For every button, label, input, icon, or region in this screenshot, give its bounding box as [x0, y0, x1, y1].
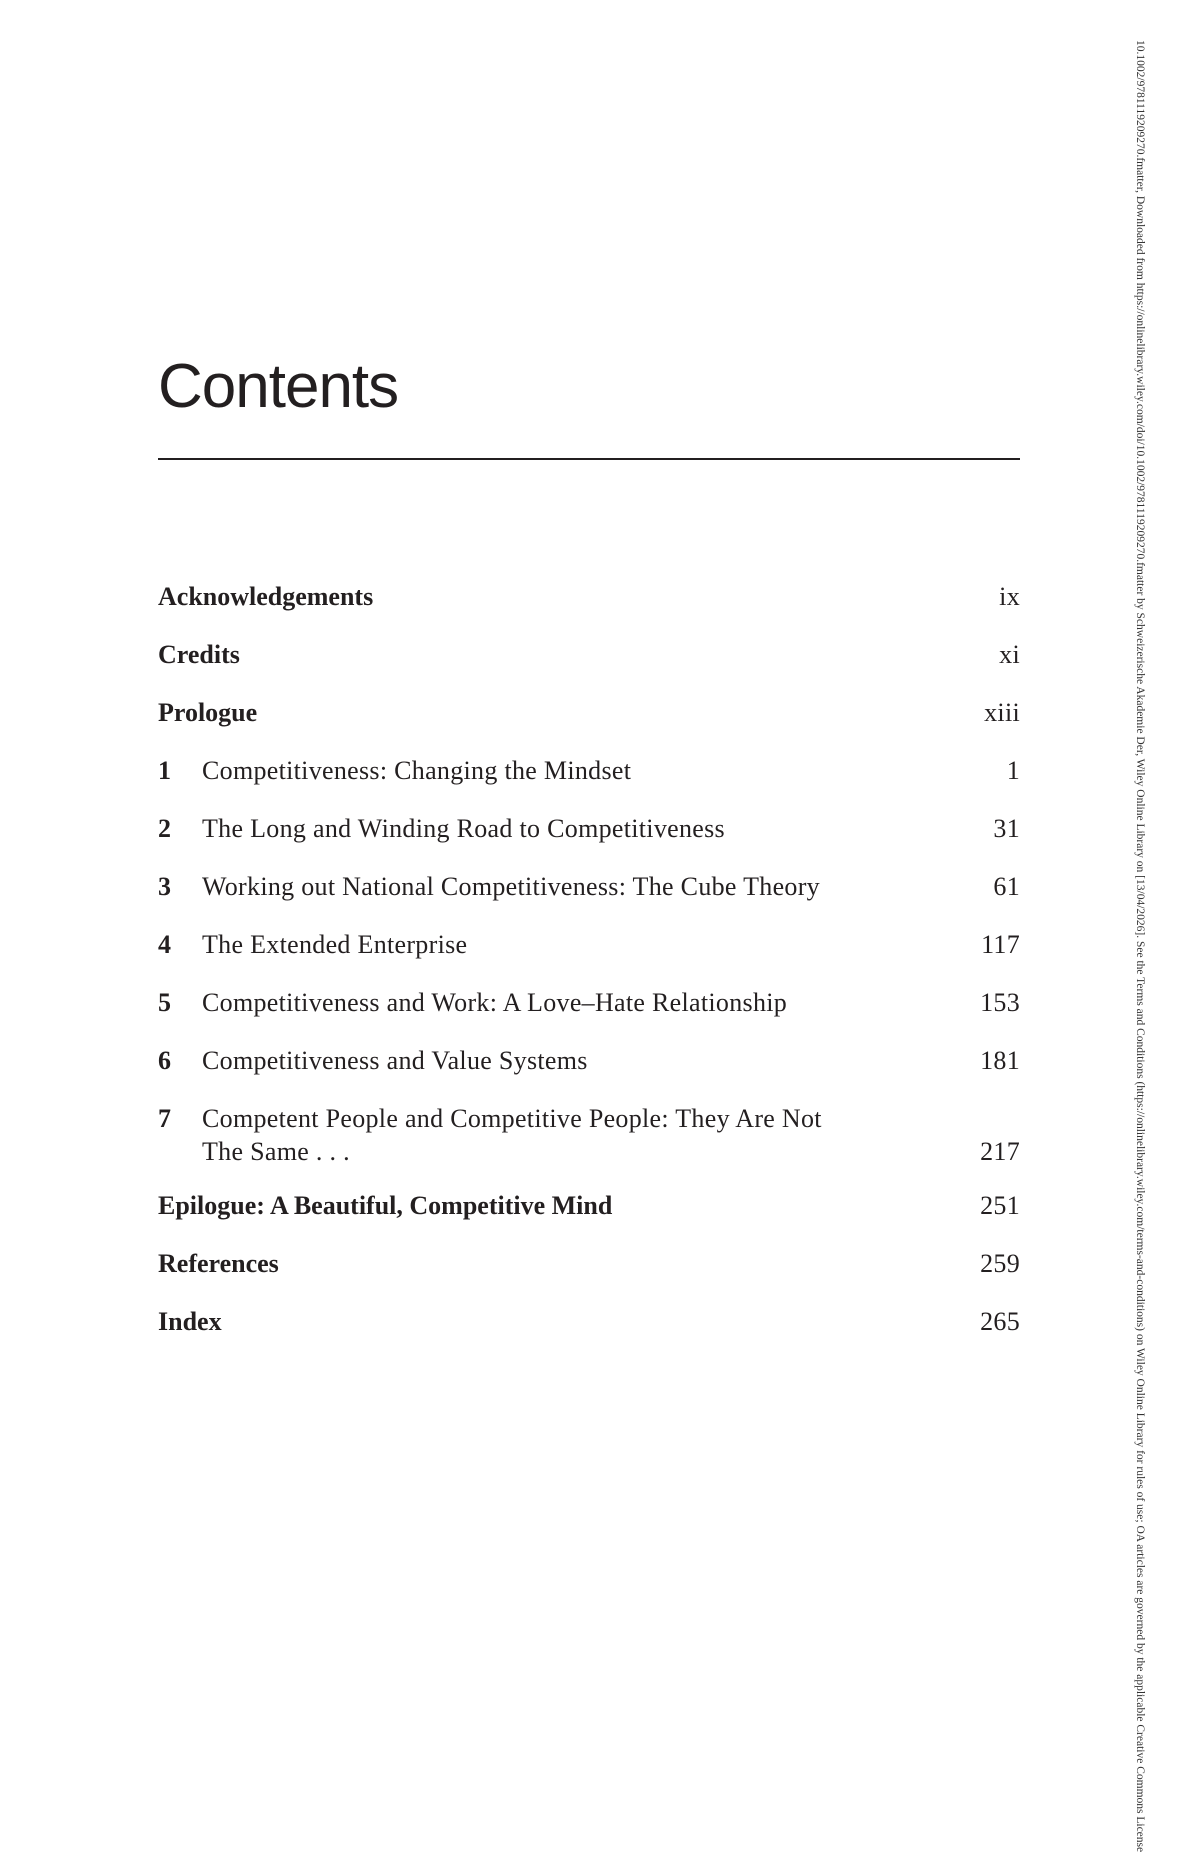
- chapter-title: Competitiveness and Value Systems: [202, 1046, 588, 1075]
- toc-entry-page: 251: [980, 1191, 1020, 1220]
- chapter-title: Competitiveness: Changing the Mindset: [202, 756, 632, 785]
- toc-entry-page: 153: [980, 988, 1020, 1017]
- toc-entry-label: References: [158, 1249, 279, 1278]
- chapter-title: Competitiveness and Work: A Love–Hate Relationship: [202, 988, 788, 1017]
- toc-entry-page: 259: [980, 1249, 1020, 1278]
- toc-entry-prologue[interactable]: [158, 696, 1020, 729]
- toc-entry-page: 1: [1006, 756, 1020, 785]
- download-margin-note: 10.1002/9781119209270.fmatter, Downloaded from https://onlinelibrary.wiley.com/doi/10.1002/9781119209270.fmatter by Schweizerische Akademie Der, Wiley Online Library on [13/04/2026]. See the Terms and Conditions (https://onlinelibrary.wiley.com/terms-and-conditions) on Wiley Online Library for rules of use; OA articles are governed by the applicable Creative Commons License: [1134, 40, 1146, 1852]
- toc-entry-chapter-6[interactable]: [158, 1044, 1020, 1077]
- toc-entry-page: 181: [980, 1046, 1020, 1075]
- toc-entry-chapter-7[interactable]: [158, 1102, 1020, 1168]
- toc-entry-references[interactable]: [158, 1247, 1020, 1280]
- toc-entry-index[interactable]: [158, 1305, 1020, 1338]
- toc-entry-page: 61: [993, 872, 1020, 901]
- toc-entry-label: Epilogue: A Beautiful, Competitive Mind: [158, 1191, 613, 1220]
- toc-entry-page: 117: [981, 930, 1020, 959]
- toc-entry-chapter-3[interactable]: [158, 870, 1020, 903]
- chapter-number: 6: [158, 1046, 171, 1075]
- toc-entry-page: 217: [980, 1137, 1020, 1166]
- chapter-title: The Extended Enterprise: [202, 930, 468, 959]
- toc-entry-acknowledgements[interactable]: [158, 580, 1020, 613]
- chapter-number: 4: [158, 930, 171, 959]
- toc-entry-chapter-2[interactable]: [158, 812, 1020, 845]
- toc-entry-page: xiii: [984, 698, 1020, 727]
- toc-entry-page: 265: [980, 1307, 1020, 1336]
- chapter-number: 2: [158, 814, 171, 843]
- toc-entry-label: Acknowledgements: [158, 582, 374, 611]
- toc-entry-page: 31: [993, 814, 1020, 843]
- page-title: Contents: [158, 352, 399, 421]
- title-divider: [158, 458, 1020, 460]
- toc-entry-chapter-5[interactable]: [158, 986, 1020, 1019]
- chapter-number: 1: [158, 756, 171, 785]
- toc-entry-page: ix: [999, 582, 1020, 611]
- toc-entry-credits[interactable]: [158, 638, 1020, 671]
- toc-entry-label: Credits: [158, 640, 240, 669]
- chapter-number: 5: [158, 988, 171, 1017]
- chapter-number: 7: [158, 1104, 171, 1133]
- toc-entry-chapter-4[interactable]: [158, 928, 1020, 961]
- toc-entry-chapter-1[interactable]: [158, 754, 1020, 787]
- toc-entry-label: Prologue: [158, 698, 258, 727]
- toc-entry-page: xi: [999, 640, 1020, 669]
- toc-entry-label: Index: [158, 1307, 222, 1336]
- chapter-title: Working out National Competitiveness: The Cube Theory: [202, 872, 820, 901]
- chapter-title: Competent People and Competitive People: They Are Not The Same . . .: [202, 1104, 822, 1166]
- chapter-title: The Long and Winding Road to Competitiveness: [202, 814, 725, 843]
- toc-entry-epilogue[interactable]: [158, 1189, 1020, 1222]
- chapter-number: 3: [158, 872, 171, 901]
